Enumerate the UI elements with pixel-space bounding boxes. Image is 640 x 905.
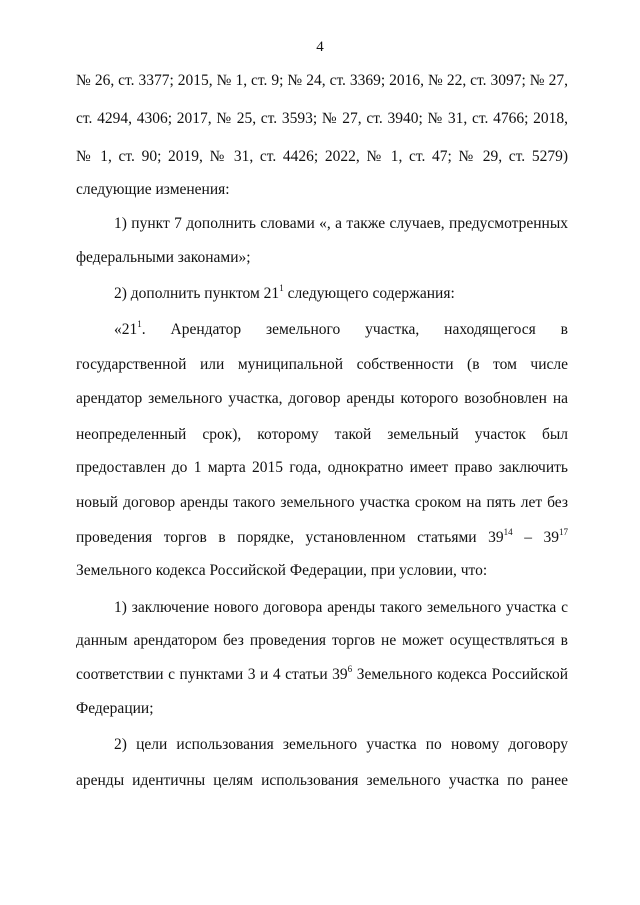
text-fragment: Земельного кодекса Российской (352, 666, 568, 683)
superscript: 1 (279, 283, 284, 293)
superscript: 6 (347, 664, 353, 674)
text-line: предоставлен до 1 марта 2015 года, однократно имеет право заключить (76, 459, 568, 476)
text-fragment: проведения торгов в порядке, установленном статьями 39 (76, 529, 504, 546)
page-number: 4 (316, 39, 324, 55)
text-fragment: 2) дополнить пунктом 21 (114, 285, 280, 302)
text-line: федеральными законами»; (76, 249, 251, 266)
superscript: 14 (503, 527, 513, 537)
text-line: следующие изменения: (76, 181, 230, 198)
text-line: 1) заключение нового договора аренды такого земельного участка с (114, 599, 568, 616)
superscript: 17 (559, 527, 568, 537)
text-line: неопределенный срок), которому такой земельный участок был (76, 426, 568, 443)
text-fragment: «21 (114, 321, 138, 338)
text-line: 2) цели использования земельного участка по новому договору (114, 736, 568, 753)
superscript: 1 (137, 319, 142, 329)
text-line (114, 320, 568, 340)
text-line: государственной или муниципальной собственности (в том числе (76, 356, 568, 373)
text-line: 1) пункт 7 дополнить словами «, а также случаев, предусмотренных (114, 215, 568, 232)
text-fragment: соответствии с пунктами 3 и 4 статьи 39 (76, 666, 348, 683)
text-line: № 26, ст. 3377; 2015, № 1, ст. 9; № 24, ст. 3369; 2016, № 22, ст. 3097; № 27, (76, 72, 568, 89)
text-line: арендатор земельного участка, договор аренды которого возобновлен на (76, 390, 568, 407)
text-fragment: – 39 (512, 529, 559, 546)
text-fragment: следующего содержания: (283, 285, 455, 302)
text-line: № 1, ст. 90; 2019, № 31, ст. 4426; 2022, № 1, ст. 47; № 29, ст. 5279) (76, 148, 568, 165)
text-line: Федерации; (76, 700, 154, 717)
text-line: данным арендатором без проведения торгов не может осуществляться в (76, 632, 568, 649)
text-line (114, 284, 568, 304)
text-line: новый договор аренды такого земельного участка сроком на пять лет без (76, 494, 568, 511)
text-line (76, 528, 568, 548)
text-line: аренды идентичны целям использования земельного участка по ранее (76, 772, 568, 789)
text-line (76, 665, 568, 685)
text-line: ст. 4294, 4306; 2017, № 25, ст. 3593; № 27, ст. 3940; № 31, ст. 4766; 2018, (76, 110, 568, 127)
text-fragment: . Арендатор земельного участка, находящегося в (141, 321, 568, 338)
text-line: Земельного кодекса Российской Федерации, при условии, что: (76, 562, 488, 579)
